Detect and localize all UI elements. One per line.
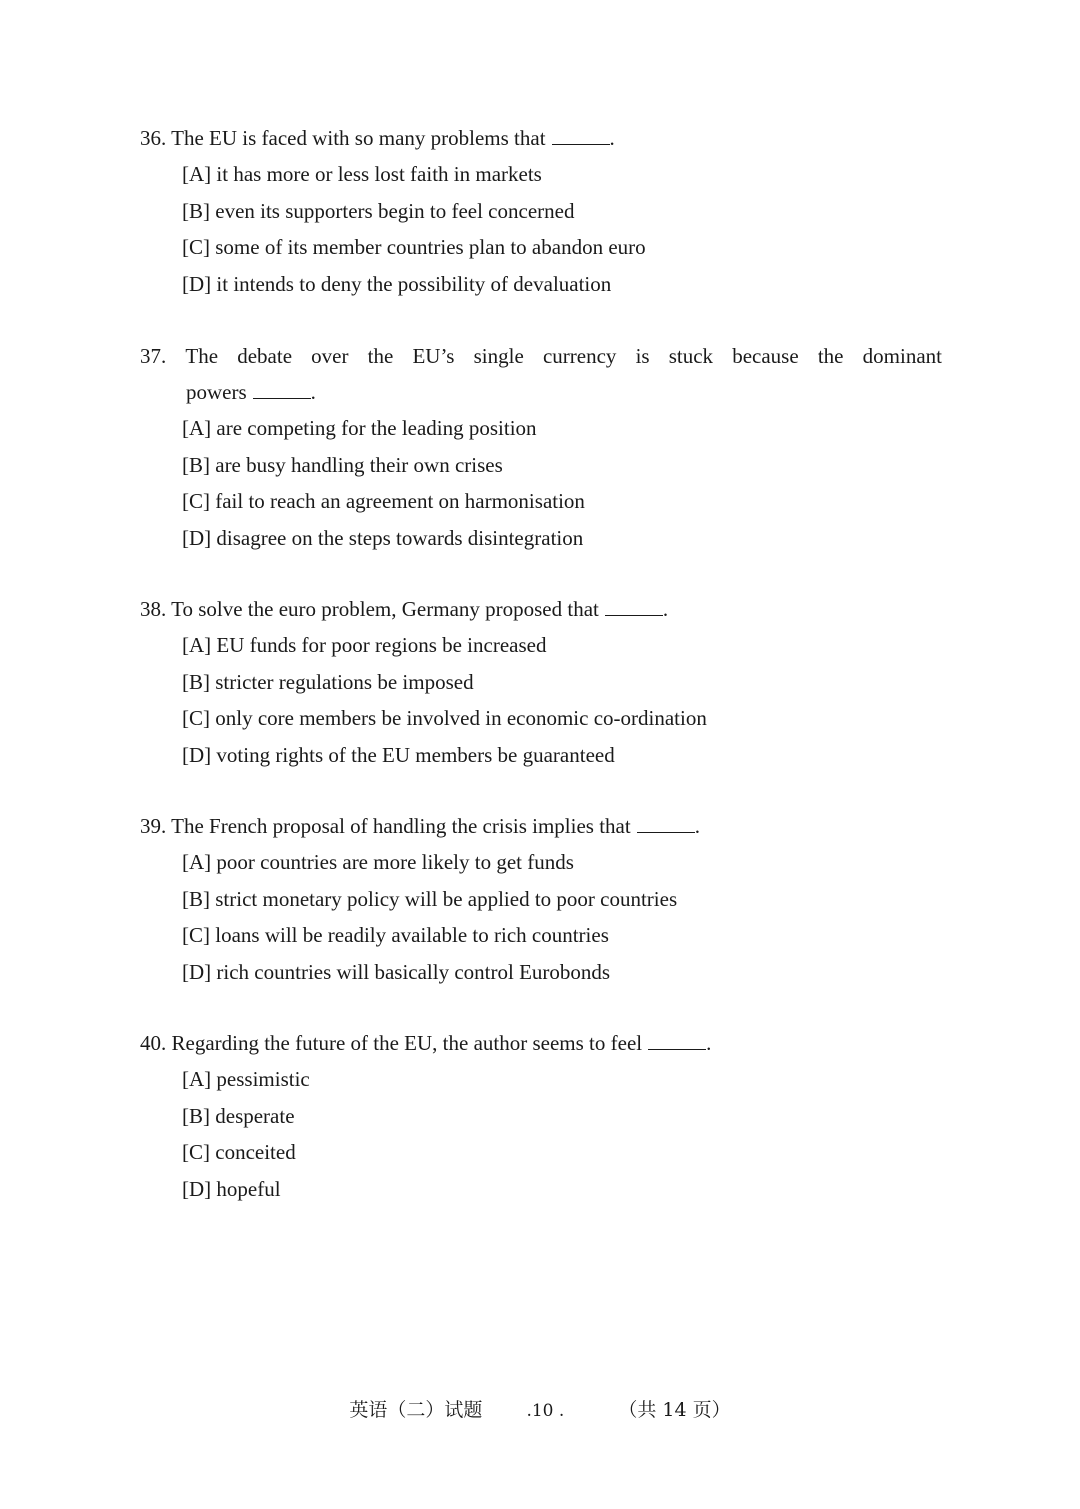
option-b: [B] desperate — [182, 1103, 295, 1128]
question-38 — [140, 591, 942, 773]
stem-word: stuck — [668, 344, 714, 368]
option-list — [140, 410, 942, 556]
option-list — [140, 627, 942, 773]
answer-blank — [637, 814, 695, 833]
question-stem-text: powers — [186, 380, 247, 404]
option-list — [140, 1061, 942, 1207]
option-c: [C] conceited — [182, 1140, 296, 1164]
stem-period: . — [662, 597, 669, 621]
question-39 — [140, 808, 942, 990]
stem-word: the — [367, 344, 394, 368]
option-d: [D] hopeful — [182, 1176, 281, 1201]
question-stem — [140, 591, 942, 627]
option-d: [D] voting rights of the EU members be guaranteed — [182, 742, 615, 767]
option-b: [B] are busy handling their own crises — [182, 452, 503, 477]
question-stem — [140, 338, 942, 374]
question-stem — [140, 120, 942, 156]
stem-word: is — [635, 344, 650, 368]
stem-word: the — [817, 344, 844, 368]
question-stem — [140, 808, 942, 844]
option-a: [A] pessimistic — [182, 1067, 310, 1091]
answer-blank — [605, 597, 663, 616]
option-c: [C] fail to reach an agreement on harmonisation — [182, 489, 585, 513]
answer-blank — [648, 1031, 706, 1050]
option-b: [B] even its supporters begin to feel concerned — [182, 198, 575, 223]
answer-blank — [253, 380, 311, 399]
answer-blank — [552, 126, 610, 145]
page-footer — [0, 1396, 1080, 1425]
stem-word: dominant — [862, 344, 942, 368]
stem-word: single — [473, 344, 524, 368]
stem-word: The — [185, 344, 219, 368]
option-list — [140, 156, 942, 302]
option-c: [C] some of its member countries plan to abandon euro — [182, 235, 646, 259]
option-a: [A] are competing for the leading position — [182, 416, 537, 440]
option-a: [A] EU funds for poor regions be increased — [182, 633, 547, 657]
question-40 — [140, 1025, 942, 1207]
option-d: [D] it intends to deny the possibility of devaluation — [182, 271, 612, 296]
option-a: [A] poor countries are more likely to get funds — [182, 850, 574, 874]
question-36 — [140, 120, 942, 302]
question-stem-text: 39. The French proposal of handling the crisis implies that — [140, 814, 631, 838]
option-b: [B] strict monetary policy will be applied to poor countries — [182, 886, 678, 911]
stem-period: . — [609, 126, 615, 150]
footer-exam-title: 英语（二）试题 — [349, 1399, 483, 1421]
option-a: [A] it has more or less lost faith in markets — [182, 162, 542, 186]
question-37 — [140, 338, 942, 556]
stem-word: over — [311, 344, 349, 368]
option-list — [140, 844, 942, 990]
option-b: [B] stricter regulations be imposed — [182, 669, 474, 694]
footer-page-number: .10 . — [526, 1401, 565, 1421]
stem-word: EU’s — [412, 344, 455, 368]
stem-word: 37. — [140, 344, 167, 368]
option-d: [D] disagree on the steps towards disintegration — [182, 525, 584, 550]
footer-total-pages: （共 14 页） — [618, 1399, 731, 1421]
stem-period: . — [310, 380, 316, 404]
stem-period: . — [706, 1031, 712, 1055]
stem-period: . — [694, 814, 700, 838]
option-d: [D] rich countries will basically control Eurobonds — [182, 959, 611, 984]
stem-word: currency — [542, 344, 617, 368]
stem-word: because — [732, 344, 799, 368]
question-stem-continuation — [140, 374, 942, 410]
stem-word: debate — [237, 344, 293, 368]
question-stem-text: 36. The EU is faced with so many problems that — [140, 126, 546, 150]
question-stem-text: 40. Regarding the future of the EU, the author seems to feel — [140, 1031, 643, 1055]
question-stem-text: 38. To solve the euro problem, Germany proposed that — [140, 597, 599, 621]
option-c: [C] loans will be readily available to rich countries — [182, 923, 609, 947]
question-stem — [140, 1025, 942, 1061]
option-c: [C] only core members be involved in economic co-ordination — [182, 706, 707, 730]
